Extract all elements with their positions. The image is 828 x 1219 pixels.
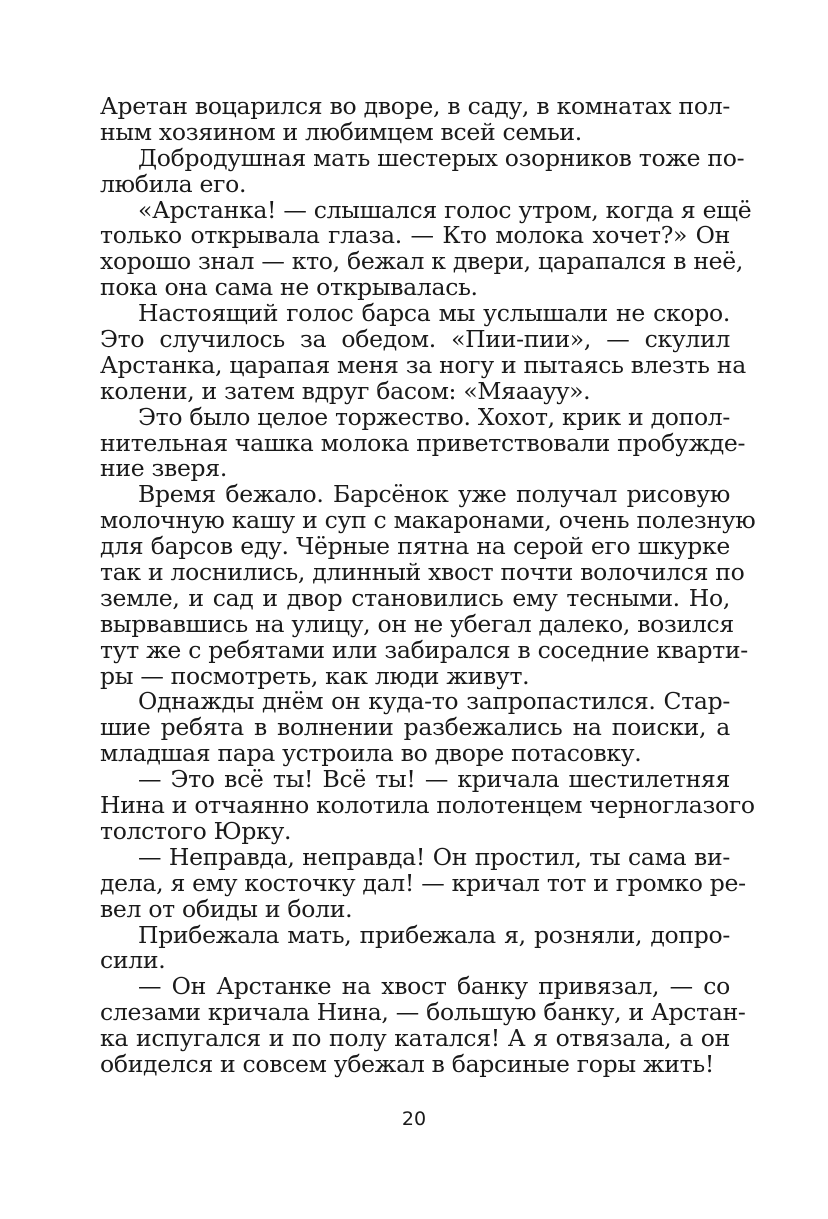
text-line: нительная чашка молока приветствовали пробужде-	[100, 428, 746, 457]
text-line: Это случилось за обедом. «Пии-пии», — скулил	[100, 325, 730, 354]
text-line: дела, я ему косточку дал! — кричал тот и громко ре-	[100, 868, 746, 897]
text-line: для барсов еду. Чёрные пятна на серой его шкурке	[100, 532, 730, 561]
paragraph	[100, 920, 730, 975]
paragraph	[100, 402, 746, 483]
paragraph	[100, 94, 730, 146]
text-line: тут же с ребятами или забирался в соседние кварти-	[100, 635, 748, 664]
text-line: «Арстанка! — слышался голос утром, когда я ещё	[138, 195, 752, 224]
text-line: вырвавшись на улицу, он не убегал далеко, возился	[100, 609, 734, 638]
paragraph	[100, 842, 746, 923]
text-line: — Он Арстанке на хвост банку привязал, — со	[138, 972, 730, 1001]
text-line: колени, и затем вдруг басом: «Мяааyy».	[100, 376, 591, 405]
text-line: земле, и сад и двор становились ему тесными. Но,	[100, 583, 730, 612]
text-line: ние зверя.	[100, 454, 227, 483]
text-line: Настоящий голос барса мы услышали не скоро.	[138, 299, 730, 328]
text-line: Арстанка, царапая меня за ногу и пытаясь влезть на	[100, 350, 746, 379]
text-line: Время бежало. Барсёнок уже получал рисовую	[138, 480, 730, 509]
text-line: молочную кашу и суп с макаронами, очень полезную	[100, 506, 756, 535]
text-line: Прибежала мать, прибежала я, розняли, допро-	[138, 920, 730, 949]
text-line: Нина и отчаянно колотила полотенцем черноглазого	[100, 791, 755, 820]
paragraph	[100, 689, 730, 767]
text-line: хорошо знал — кто, бежал к двери, царапался в неё,	[100, 247, 744, 276]
text-line: Добродушная мать шестерых озорников тоже по-	[138, 143, 745, 172]
text-line: любила его.	[100, 169, 247, 198]
text-line: слезами кричала Нина, — большую банку, и Арстан-	[100, 998, 746, 1027]
text-line: — Неправда, неправда! Он простил, ты сама ви-	[138, 842, 730, 871]
paragraph	[100, 195, 752, 302]
paragraph	[100, 143, 745, 198]
text-line: Это было целое торжество. Хохот, крик и допол-	[138, 402, 731, 431]
page-number: 20	[401, 1108, 427, 1130]
text-line: Однажды днём он куда-то запропастился. Стар-	[138, 687, 730, 716]
text-line: обиделся и совсем убежал в барсиные горы жить!	[100, 1049, 714, 1078]
text-line: сили.	[100, 946, 166, 975]
paragraph	[100, 299, 746, 405]
text-line: — Это всё ты! Всё ты! — кричала шестилетняя	[138, 765, 730, 794]
text-line: ка испугался и по полу катался! А я отвязала, а он	[100, 1024, 730, 1053]
text-line: шие ребята в волнении разбежались на поиски, а	[100, 713, 730, 742]
paragraph	[100, 480, 756, 690]
text-line: так и лоснились, длинный хвост почти волочился по	[100, 558, 745, 587]
text-line: младшая пара устроила во дворе потасовку.	[100, 739, 642, 768]
text-line: толстого Юрку.	[100, 816, 292, 845]
paragraph	[100, 765, 755, 845]
text-line: пока она сама не открывалась.	[100, 273, 478, 302]
text-line: только открывала глаза. — Кто молока хочет?» Он	[100, 221, 730, 250]
text-line: Аретан воцарился во дворе, в саду, в комнатах пол-	[100, 92, 730, 120]
paragraph	[100, 972, 746, 1078]
text-line: ным хозяином и любимцем всей семьи.	[100, 117, 582, 146]
text-line: ры — посмотреть, как люди живут.	[100, 661, 530, 690]
text-line: вел от обиды и боли.	[100, 894, 353, 923]
book-page-text	[100, 92, 756, 1078]
